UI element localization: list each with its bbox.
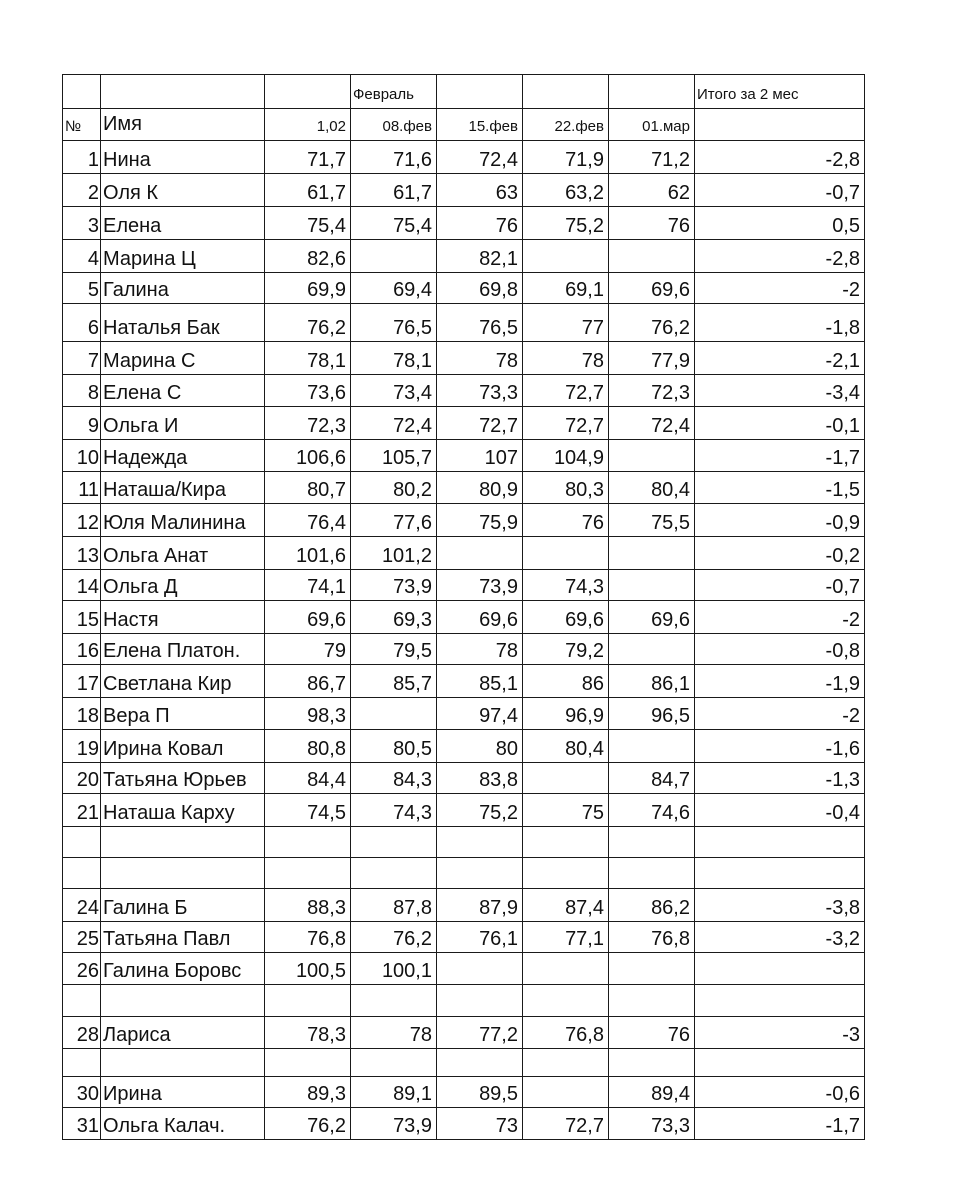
person-name: Наташа Карху (101, 794, 265, 827)
weight-value: 76,2 (265, 304, 351, 342)
weight-value: 96,5 (609, 698, 695, 730)
weight-value: 104,9 (523, 440, 609, 472)
weight-value (437, 827, 523, 858)
table-row (63, 570, 865, 601)
weight-table (62, 74, 865, 1140)
weight-value: 77,2 (437, 1017, 523, 1049)
weight-value: 74,5 (265, 794, 351, 827)
weight-value: 63,2 (523, 174, 609, 207)
total-change: 0,5 (695, 207, 865, 240)
date-header: 15.фев (437, 109, 523, 141)
weight-value: 79 (265, 634, 351, 665)
weight-value: 74,6 (609, 794, 695, 827)
person-name: Вера П (101, 698, 265, 730)
weight-value: 62 (609, 174, 695, 207)
number-header: № (63, 109, 101, 141)
weight-value (523, 827, 609, 858)
weight-value: 71,6 (351, 141, 437, 174)
weight-value (351, 827, 437, 858)
weight-value (437, 953, 523, 985)
weight-value: 72,3 (609, 375, 695, 407)
person-name (101, 858, 265, 889)
weight-value: 76 (437, 207, 523, 240)
row-number: 5 (63, 273, 101, 304)
weight-value: 80,7 (265, 472, 351, 504)
date-header: 08.фев (351, 109, 437, 141)
weight-value: 69,8 (437, 273, 523, 304)
weight-value: 72,4 (609, 407, 695, 440)
weight-value: 80 (437, 730, 523, 763)
total-label: Итого за 2 мес (695, 75, 865, 109)
weight-value: 86 (523, 665, 609, 698)
row-number: 13 (63, 537, 101, 570)
row-number: 16 (63, 634, 101, 665)
weight-value (609, 953, 695, 985)
weight-value: 69,6 (265, 601, 351, 634)
total-change: -1,9 (695, 665, 865, 698)
weight-value: 78,1 (265, 342, 351, 375)
weight-value: 80,5 (351, 730, 437, 763)
weight-value: 71,9 (523, 141, 609, 174)
person-name (101, 1049, 265, 1077)
table-row (63, 273, 865, 304)
weight-value: 71,2 (609, 141, 695, 174)
weight-value (523, 858, 609, 889)
table-row (63, 985, 865, 1017)
weight-value: 89,1 (351, 1077, 437, 1108)
person-name: Татьяна Юрьев (101, 763, 265, 794)
person-name: Нина (101, 141, 265, 174)
weight-value: 76,8 (265, 922, 351, 953)
table-row (63, 207, 865, 240)
weight-value (523, 953, 609, 985)
person-name: Юля Малинина (101, 504, 265, 537)
total-change: -0,4 (695, 794, 865, 827)
total-change: -1,5 (695, 472, 865, 504)
person-name: Татьяна Павл (101, 922, 265, 953)
weight-value: 72,7 (523, 1108, 609, 1140)
table-row (63, 634, 865, 665)
table-row (63, 601, 865, 634)
weight-value: 78,1 (351, 342, 437, 375)
row-number: 24 (63, 889, 101, 922)
person-name: Елена С (101, 375, 265, 407)
table-row (63, 174, 865, 207)
weight-value (609, 570, 695, 601)
person-name: Лариса (101, 1017, 265, 1049)
weight-value (609, 1049, 695, 1077)
table-row (63, 375, 865, 407)
weight-value (351, 1049, 437, 1077)
table-row (63, 827, 865, 858)
weight-value: 75,2 (437, 794, 523, 827)
weight-value: 72,7 (523, 375, 609, 407)
weight-value: 107 (437, 440, 523, 472)
row-number: 6 (63, 304, 101, 342)
weight-value: 89,3 (265, 1077, 351, 1108)
weight-value: 73,3 (609, 1108, 695, 1140)
weight-value (609, 827, 695, 858)
weight-value: 76,5 (351, 304, 437, 342)
row-number: 28 (63, 1017, 101, 1049)
table-row (63, 472, 865, 504)
row-number: 20 (63, 763, 101, 794)
weight-value: 105,7 (351, 440, 437, 472)
weight-value: 76,2 (351, 922, 437, 953)
person-name: Ольга Анат (101, 537, 265, 570)
weight-value: 73 (437, 1108, 523, 1140)
weight-value: 78 (351, 1017, 437, 1049)
weight-value: 82,6 (265, 240, 351, 273)
total-change: -0,6 (695, 1077, 865, 1108)
weight-value: 101,6 (265, 537, 351, 570)
weight-value: 75,5 (609, 504, 695, 537)
date-header: 01.мар (609, 109, 695, 141)
table-row (63, 504, 865, 537)
person-name (101, 827, 265, 858)
weight-value: 88,3 (265, 889, 351, 922)
weight-value: 75 (523, 794, 609, 827)
weight-value: 73,9 (351, 570, 437, 601)
weight-value: 82,1 (437, 240, 523, 273)
table-row (63, 665, 865, 698)
weight-value: 80,4 (523, 730, 609, 763)
weight-value: 76,2 (609, 304, 695, 342)
table-row (63, 141, 865, 174)
header-row-dates (63, 109, 865, 141)
weight-value: 76,8 (523, 1017, 609, 1049)
weight-value (351, 985, 437, 1017)
weight-value: 84,4 (265, 763, 351, 794)
weight-value (265, 827, 351, 858)
row-number: 15 (63, 601, 101, 634)
weight-value: 76,2 (265, 1108, 351, 1140)
total-change: -0,1 (695, 407, 865, 440)
weight-value: 73,3 (437, 375, 523, 407)
row-number: 4 (63, 240, 101, 273)
person-name: Светлана Кир (101, 665, 265, 698)
row-number: 10 (63, 440, 101, 472)
header-cell-blank (523, 75, 609, 109)
table-row (63, 922, 865, 953)
weight-value: 106,6 (265, 440, 351, 472)
total-change: -1,7 (695, 440, 865, 472)
total-change: -3 (695, 1017, 865, 1049)
weight-value: 75,4 (265, 207, 351, 240)
weight-value: 87,9 (437, 889, 523, 922)
weight-value: 72,4 (351, 407, 437, 440)
row-number: 30 (63, 1077, 101, 1108)
row-number: 14 (63, 570, 101, 601)
total-change: -0,7 (695, 570, 865, 601)
weight-value (523, 240, 609, 273)
table-row (63, 1049, 865, 1077)
weight-value (609, 985, 695, 1017)
weight-value: 69,6 (609, 601, 695, 634)
weight-value (351, 698, 437, 730)
total-change: -1,6 (695, 730, 865, 763)
table-row (63, 858, 865, 889)
weight-value (265, 858, 351, 889)
weight-value: 80,4 (609, 472, 695, 504)
weight-value: 86,2 (609, 889, 695, 922)
weight-value: 77,6 (351, 504, 437, 537)
total-change: -3,2 (695, 922, 865, 953)
weight-value (523, 763, 609, 794)
person-name: Ирина Ковал (101, 730, 265, 763)
date-header: 22.фев (523, 109, 609, 141)
row-number: 17 (63, 665, 101, 698)
table-row (63, 240, 865, 273)
weight-value (265, 985, 351, 1017)
weight-value: 72,3 (265, 407, 351, 440)
total-change: -1,7 (695, 1108, 865, 1140)
weight-value: 73,6 (265, 375, 351, 407)
total-change (695, 1049, 865, 1077)
weight-value: 74,3 (523, 570, 609, 601)
weight-value: 61,7 (265, 174, 351, 207)
weight-value: 74,3 (351, 794, 437, 827)
weight-value (609, 730, 695, 763)
row-number: 19 (63, 730, 101, 763)
table-row (63, 730, 865, 763)
row-number (63, 827, 101, 858)
weight-value (523, 1049, 609, 1077)
header-cell-blank (695, 109, 865, 141)
weight-value (609, 440, 695, 472)
weight-value: 84,7 (609, 763, 695, 794)
person-name: Ирина (101, 1077, 265, 1108)
weight-value: 78 (437, 634, 523, 665)
weight-value (265, 1049, 351, 1077)
table-row (63, 1108, 865, 1140)
total-change: -0,2 (695, 537, 865, 570)
weight-value: 89,4 (609, 1077, 695, 1108)
weight-value: 69,6 (523, 601, 609, 634)
row-number (63, 858, 101, 889)
person-name: Галина Б (101, 889, 265, 922)
row-number: 1 (63, 141, 101, 174)
total-change (695, 985, 865, 1017)
weight-value: 76,8 (609, 922, 695, 953)
table-row (63, 1017, 865, 1049)
person-name: Оля К (101, 174, 265, 207)
total-change: -0,9 (695, 504, 865, 537)
weight-value (523, 1077, 609, 1108)
weight-value: 77 (523, 304, 609, 342)
table-row (63, 342, 865, 375)
weight-value: 100,5 (265, 953, 351, 985)
person-name: Галина (101, 273, 265, 304)
weight-value: 75,2 (523, 207, 609, 240)
header-cell-blank (101, 75, 265, 109)
weight-value: 61,7 (351, 174, 437, 207)
person-name: Елена Платон. (101, 634, 265, 665)
weight-value (437, 985, 523, 1017)
row-number: 9 (63, 407, 101, 440)
weight-value: 78 (523, 342, 609, 375)
weight-value: 75,9 (437, 504, 523, 537)
weight-value: 100,1 (351, 953, 437, 985)
table-row (63, 537, 865, 570)
weight-value (437, 1049, 523, 1077)
row-number: 26 (63, 953, 101, 985)
weight-value (609, 858, 695, 889)
table-row (63, 407, 865, 440)
table-row (63, 440, 865, 472)
row-number: 25 (63, 922, 101, 953)
weight-value: 73,9 (351, 1108, 437, 1140)
total-change: -2 (695, 601, 865, 634)
person-name: Марина С (101, 342, 265, 375)
row-number: 31 (63, 1108, 101, 1140)
weight-value: 76 (609, 1017, 695, 1049)
weight-value (609, 634, 695, 665)
weight-value: 72,7 (523, 407, 609, 440)
total-change: -0,7 (695, 174, 865, 207)
person-name: Ольга И (101, 407, 265, 440)
row-number: 3 (63, 207, 101, 240)
person-name: Настя (101, 601, 265, 634)
person-name: Надежда (101, 440, 265, 472)
total-change: -2 (695, 273, 865, 304)
weight-value: 77,1 (523, 922, 609, 953)
weight-value: 69,6 (609, 273, 695, 304)
weight-value: 101,2 (351, 537, 437, 570)
weight-value: 96,9 (523, 698, 609, 730)
weight-value: 69,1 (523, 273, 609, 304)
person-name: Марина Ц (101, 240, 265, 273)
weight-value (351, 240, 437, 273)
table-row (63, 763, 865, 794)
row-number: 21 (63, 794, 101, 827)
month-label: Февраль (351, 75, 437, 109)
weight-value (609, 240, 695, 273)
weight-value (437, 537, 523, 570)
weight-value: 80,2 (351, 472, 437, 504)
weight-value: 77,9 (609, 342, 695, 375)
weight-value: 98,3 (265, 698, 351, 730)
weight-value: 72,7 (437, 407, 523, 440)
row-number (63, 1049, 101, 1077)
weight-value: 89,5 (437, 1077, 523, 1108)
weight-value: 69,3 (351, 601, 437, 634)
total-change (695, 827, 865, 858)
weight-value: 63 (437, 174, 523, 207)
weight-value: 69,9 (265, 273, 351, 304)
person-name: Ольга Калач. (101, 1108, 265, 1140)
total-change: -2,1 (695, 342, 865, 375)
weight-value: 87,4 (523, 889, 609, 922)
total-change: -2,8 (695, 141, 865, 174)
weight-value: 76,5 (437, 304, 523, 342)
weight-value: 76,1 (437, 922, 523, 953)
weight-value: 79,5 (351, 634, 437, 665)
row-number: 8 (63, 375, 101, 407)
weight-value: 76,4 (265, 504, 351, 537)
weight-value: 97,4 (437, 698, 523, 730)
weight-value: 73,4 (351, 375, 437, 407)
weight-value: 73,9 (437, 570, 523, 601)
table-row (63, 698, 865, 730)
weight-value: 80,8 (265, 730, 351, 763)
weight-value: 75,4 (351, 207, 437, 240)
row-number: 2 (63, 174, 101, 207)
header-cell-blank (63, 75, 101, 109)
weight-value: 76 (523, 504, 609, 537)
row-number: 12 (63, 504, 101, 537)
total-change: -3,8 (695, 889, 865, 922)
weight-value (609, 537, 695, 570)
weight-value: 86,7 (265, 665, 351, 698)
weight-value (437, 858, 523, 889)
weight-value (351, 858, 437, 889)
person-name: Елена (101, 207, 265, 240)
total-change: -0,8 (695, 634, 865, 665)
total-change (695, 858, 865, 889)
total-change (695, 953, 865, 985)
name-header: Имя (101, 109, 265, 141)
weight-value: 78,3 (265, 1017, 351, 1049)
weight-value (523, 537, 609, 570)
weight-value: 79,2 (523, 634, 609, 665)
table-row (63, 889, 865, 922)
weight-value: 80,3 (523, 472, 609, 504)
table-row (63, 304, 865, 342)
weight-value: 85,1 (437, 665, 523, 698)
weight-value: 86,1 (609, 665, 695, 698)
weight-value: 78 (437, 342, 523, 375)
person-name: Наталья Бак (101, 304, 265, 342)
row-number (63, 985, 101, 1017)
weight-value (523, 985, 609, 1017)
total-change: -2 (695, 698, 865, 730)
weight-value: 72,4 (437, 141, 523, 174)
person-name: Наташа/Кира (101, 472, 265, 504)
row-number: 7 (63, 342, 101, 375)
weight-value: 80,9 (437, 472, 523, 504)
weight-value: 85,7 (351, 665, 437, 698)
weight-value: 84,3 (351, 763, 437, 794)
table-row (63, 953, 865, 985)
total-change: -2,8 (695, 240, 865, 273)
weight-value: 76 (609, 207, 695, 240)
weight-value: 74,1 (265, 570, 351, 601)
weight-value: 83,8 (437, 763, 523, 794)
total-change: -1,8 (695, 304, 865, 342)
table-row (63, 794, 865, 827)
total-change: -3,4 (695, 375, 865, 407)
weight-value: 71,7 (265, 141, 351, 174)
row-number: 18 (63, 698, 101, 730)
header-cell-blank (609, 75, 695, 109)
header-cell-blank (265, 75, 351, 109)
table-row (63, 1077, 865, 1108)
person-name: Ольга Д (101, 570, 265, 601)
date-header: 1,02 (265, 109, 351, 141)
total-change: -1,3 (695, 763, 865, 794)
header-cell-blank (437, 75, 523, 109)
row-number: 11 (63, 472, 101, 504)
person-name (101, 985, 265, 1017)
weight-value: 69,4 (351, 273, 437, 304)
weight-value: 69,6 (437, 601, 523, 634)
header-row-month (63, 75, 865, 109)
weight-value: 87,8 (351, 889, 437, 922)
person-name: Галина Боровс (101, 953, 265, 985)
